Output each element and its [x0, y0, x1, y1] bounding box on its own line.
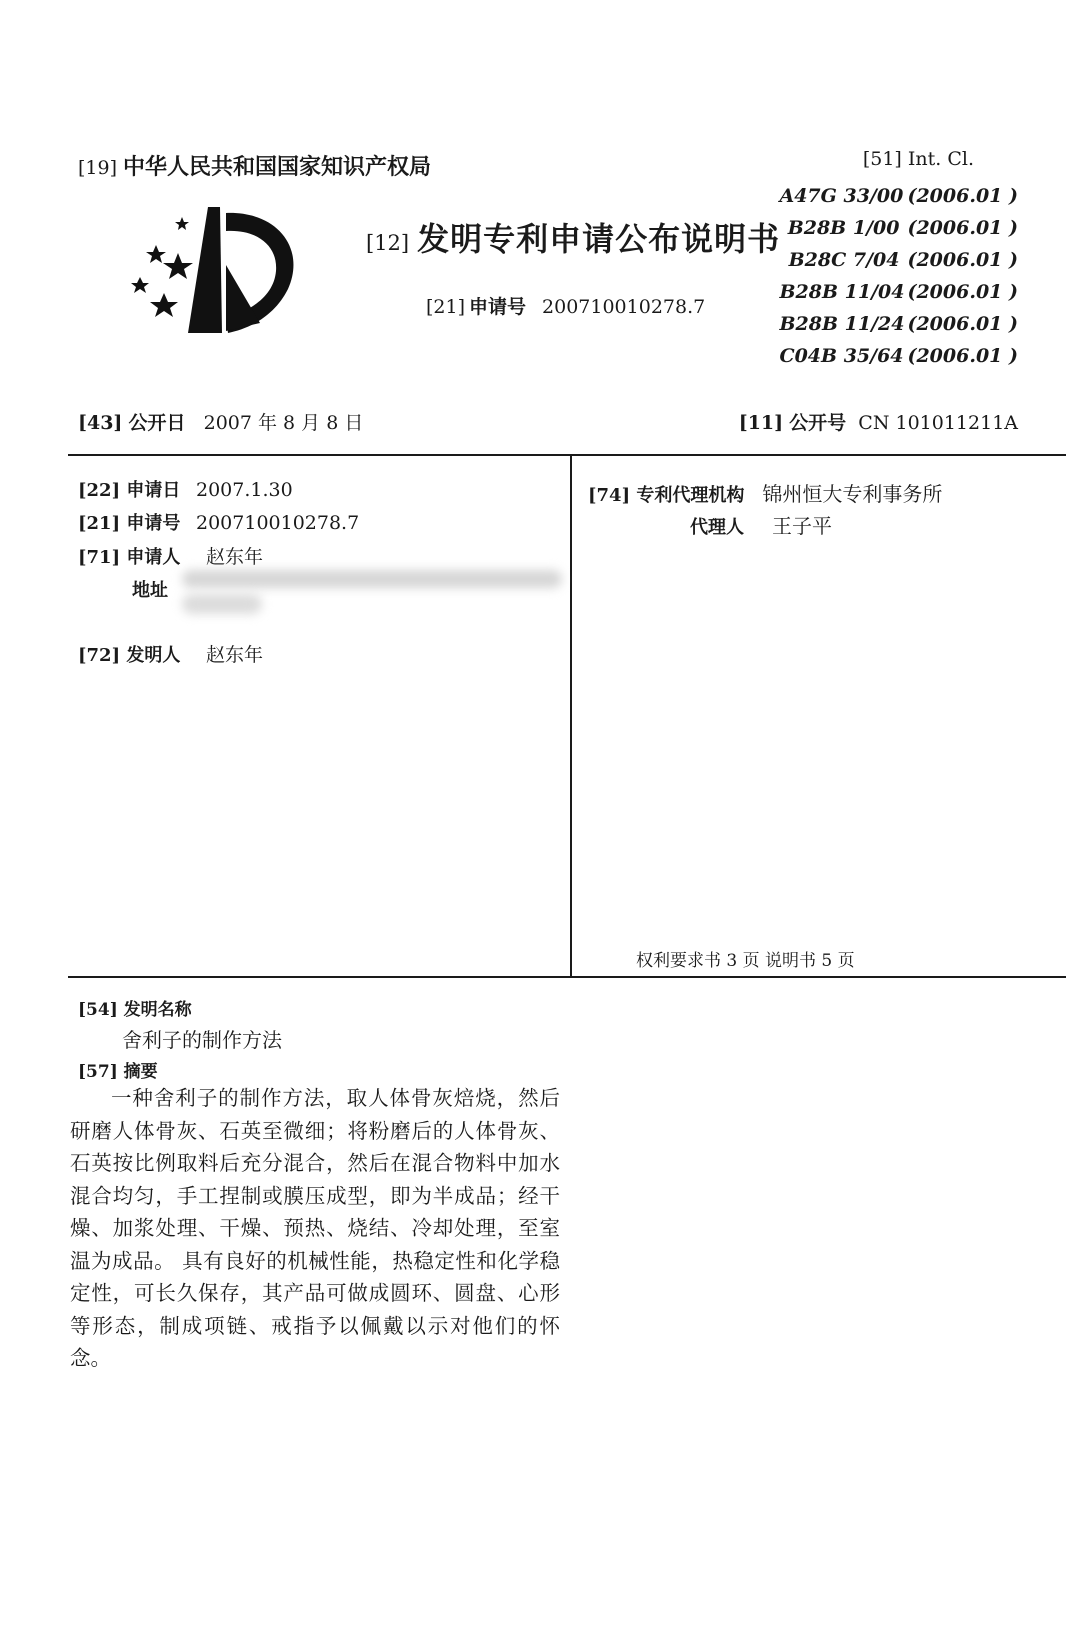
- filing-date-value: 2007.1.30: [196, 479, 293, 501]
- int-cl-row: [758, 244, 1018, 276]
- int-cl-row: [758, 276, 1018, 308]
- divider-vertical: [570, 456, 572, 978]
- int-cl-row: [758, 212, 1018, 244]
- field-label: 申请人: [126, 547, 181, 568]
- pub-date-label: 公开日: [128, 412, 186, 434]
- abstract-text: 一种舍利子的制作方法，取人体骨灰焙烧，然后研磨人体骨灰、石英至微细；将粉磨后的人体骨灰、石英按比例取料后充分混合，然后在混合物料中加水混合均匀，手工捏制或膜压成型，即为半成品；经干燥、加浆处理、干燥、预热、烧结、冷却处理，至室温为成品。 具有良好的机械性能，热稳定性和化学稳定性，可长久保存，其产品可做成圆环、圆盘、心形等形态，制成项链、戒指予以佩戴以示对他们的怀念。: [70, 1086, 560, 1370]
- office-code: [19]: [78, 157, 118, 179]
- pub-date-code: [43]: [78, 412, 123, 434]
- field-code: [71]: [78, 547, 121, 568]
- int-cl-block: [758, 148, 1018, 372]
- publication-number: [739, 408, 1018, 435]
- pub-no-label: 公开号: [789, 412, 847, 434]
- field-label: 申请日: [126, 480, 181, 501]
- pub-no-code: [11]: [738, 412, 784, 434]
- publication-date: [78, 408, 363, 435]
- page-count: 权利要求书 3 页 说明书 5 页: [636, 951, 855, 971]
- int-cl-class: B28B 11/24: [779, 313, 905, 335]
- patent-office-emblem-icon: [128, 205, 308, 355]
- abstract-label: [78, 1057, 158, 1082]
- app-no-code: [21]: [426, 296, 466, 318]
- int-cl-row: [758, 180, 1018, 212]
- applicant: [78, 542, 263, 569]
- address-redacted: [182, 570, 562, 622]
- pub-no-value: CN 101011211A: [858, 412, 1018, 434]
- field-code: [22]: [78, 480, 121, 501]
- doc-type-code: [12]: [366, 231, 410, 255]
- app-no-label: 申请号: [469, 296, 527, 318]
- field-label: 地址: [132, 580, 168, 601]
- address-label: [132, 576, 168, 602]
- int-cl-version: (2006.01 ): [907, 313, 1018, 335]
- int-cl-row: [758, 340, 1018, 372]
- patent-agency: [588, 478, 942, 507]
- int-cl-head: [51] Int. Cl.: [862, 148, 974, 170]
- int-cl-class: B28B 1/00: [787, 217, 900, 239]
- field-code: [72]: [78, 645, 121, 666]
- doc-type-title: 发明专利申请公布说明书: [417, 220, 781, 258]
- application-number: [78, 509, 359, 535]
- applicant-value: 赵东年: [206, 546, 264, 568]
- int-cl-version: (2006.01 ): [907, 281, 1018, 303]
- field-label: 发明人: [126, 645, 181, 666]
- field-label: 摘要: [123, 1062, 158, 1082]
- title-label: [78, 995, 192, 1020]
- invention-title: 舍利子的制作方法: [122, 1028, 282, 1052]
- pub-date-value: 2007 年 8 月 8 日: [203, 412, 364, 434]
- field-code: [21]: [78, 513, 121, 534]
- divider-bottom: [68, 976, 1066, 978]
- inventor: [78, 640, 263, 667]
- field-label: 专利代理机构: [636, 485, 745, 506]
- int-cl-version: (2006.01 ): [907, 185, 1018, 207]
- agent-value: 王子平: [772, 514, 832, 538]
- application-number-value: 200710010278.7: [196, 512, 360, 534]
- field-label: 发明名称: [123, 1000, 192, 1020]
- inventor-value: 赵东年: [206, 644, 264, 666]
- app-no-value: 200710010278.7: [542, 296, 706, 318]
- int-cl-class: C04B 35/64: [779, 345, 904, 367]
- field-label: 申请号: [126, 513, 181, 534]
- int-cl-row: [758, 308, 1018, 340]
- field-label: 代理人: [690, 517, 744, 538]
- int-cl-version: (2006.01 ): [907, 345, 1018, 367]
- patent-agent: [690, 510, 832, 539]
- agency-value: 锦州恒大专利事务所: [762, 482, 943, 506]
- field-code: [57]: [78, 1062, 118, 1082]
- filing-date: [78, 476, 293, 502]
- int-cl-version: (2006.01 ): [907, 249, 1018, 271]
- int-cl-class: B28C 7/04: [788, 249, 900, 271]
- office-name: 中华人民共和国国家知识产权局: [123, 154, 432, 180]
- int-cl-version: (2006.01 ): [907, 217, 1018, 239]
- int-cl-class: B28B 11/04: [779, 281, 905, 303]
- field-code: [54]: [78, 1000, 118, 1020]
- header-application-number: [426, 292, 705, 319]
- divider-top: [68, 454, 1066, 456]
- office-line: [78, 150, 431, 181]
- int-cl-class: A47G 33/00: [779, 185, 904, 207]
- field-code: [74]: [588, 485, 631, 506]
- document-type: [366, 214, 780, 260]
